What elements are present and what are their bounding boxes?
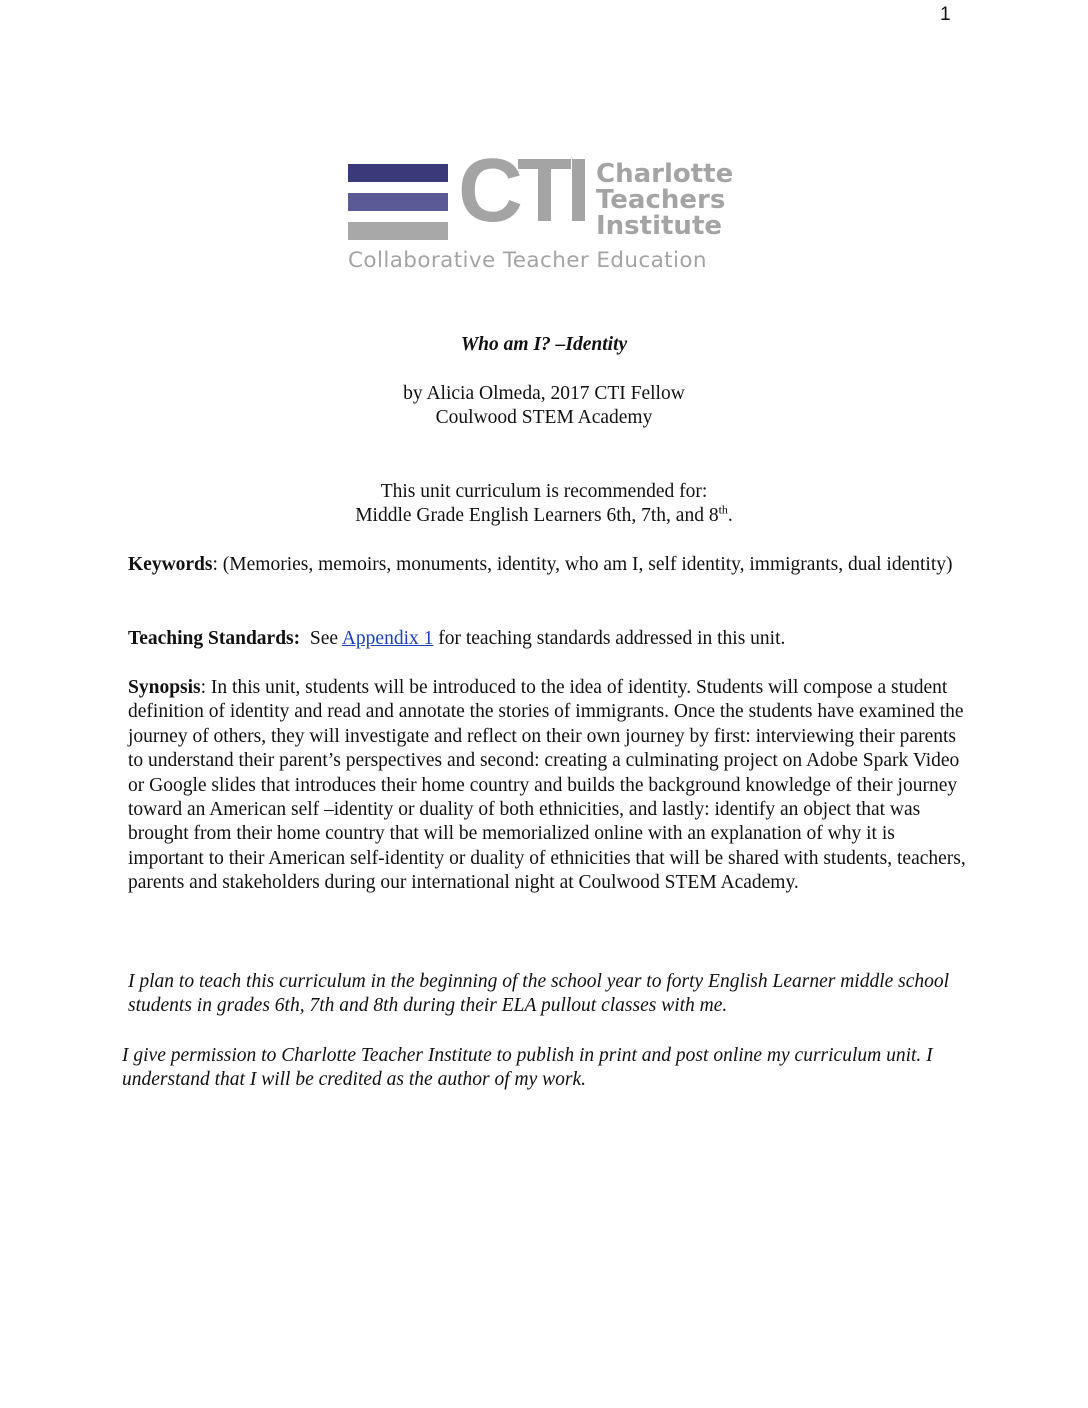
recommendation-grades: Middle Grade English Learners 6th, 7th, and 8 (355, 505, 719, 526)
logo-name (596, 161, 733, 239)
recommendation-line2 (0, 504, 1088, 528)
logo-bar-mid (348, 193, 448, 211)
recommendation-line1: This unit curriculum is recommended for: (380, 481, 708, 502)
keywords-label: Keywords (128, 554, 213, 575)
logo-bar-light (348, 222, 448, 240)
page-number: 1 (940, 4, 951, 25)
logo-letters: CTI (458, 141, 585, 241)
logo-tagline: Collaborative Teacher Education (348, 248, 707, 273)
cti-logo (348, 141, 738, 280)
teaching-standards-post: for teaching standards addressed in this unit. (433, 628, 786, 649)
teaching-standards-pre: See (300, 628, 342, 649)
teaching-standards-paragraph (128, 627, 968, 651)
synopsis-paragraph (128, 676, 968, 896)
keywords-paragraph (128, 553, 968, 577)
teaching-standards-label: Teaching Standards: (128, 628, 301, 649)
synopsis-label: Synopsis (128, 677, 201, 698)
logo-name-line1: Charlotte (596, 159, 734, 189)
byline (0, 382, 1088, 430)
author-line: by Alicia Olmeda, 2017 CTI Fellow (403, 383, 685, 404)
logo-name-line2: Teachers (596, 185, 726, 215)
recommendation-sup: th (718, 502, 728, 517)
plan-paragraph: I plan to teach this curriculum in the beginning of the school year to forty English Learner middle school students in grades 6th, 7th and 8th during their ELA pullout classes with me. (128, 971, 950, 1017)
logo-name-line3: Institute (596, 211, 723, 241)
school-line: Coulwood STEM Academy (435, 407, 653, 428)
logo-bar-dark (348, 164, 448, 182)
recommendation (0, 480, 1088, 528)
recommendation-end: . (727, 505, 733, 526)
document-title: Who am I? –Identity (460, 334, 628, 355)
synopsis-text: : In this unit, students will be introduced to the idea of identity. Students will compose a student definition of identity and read and annotate the stories of immigrants. Once the students have examined the journey of others, they will investigate and reflect on their own journey by first: interviewing their parents to understand their parent’s perspectives and second: creating a culminating project on Adobe Spark Video or Google slides that introduces their home country and builds the background knowledge of their journey toward an American self –identity or duality of both ethnicities, and lastly: identify an object that was brought from their home country that will be memorialized online with an explanation of why it is important to their American self-identity or duality of ethnicities that will be shared with students, teachers, parents and stakeholders during our international night at Coulwood STEM Academy. (128, 677, 966, 894)
appendix-1-link[interactable]: Appendix 1 (341, 628, 434, 649)
permission-paragraph: I give permission to Charlotte Teacher Institute to publish in print and post online my curriculum unit. I understand that I will be credited as the author of my work. (122, 1045, 933, 1091)
keywords-text: : (Memories, memoirs, monuments, identity, who am I, self identity, immigrants, dual identity) (212, 554, 953, 575)
